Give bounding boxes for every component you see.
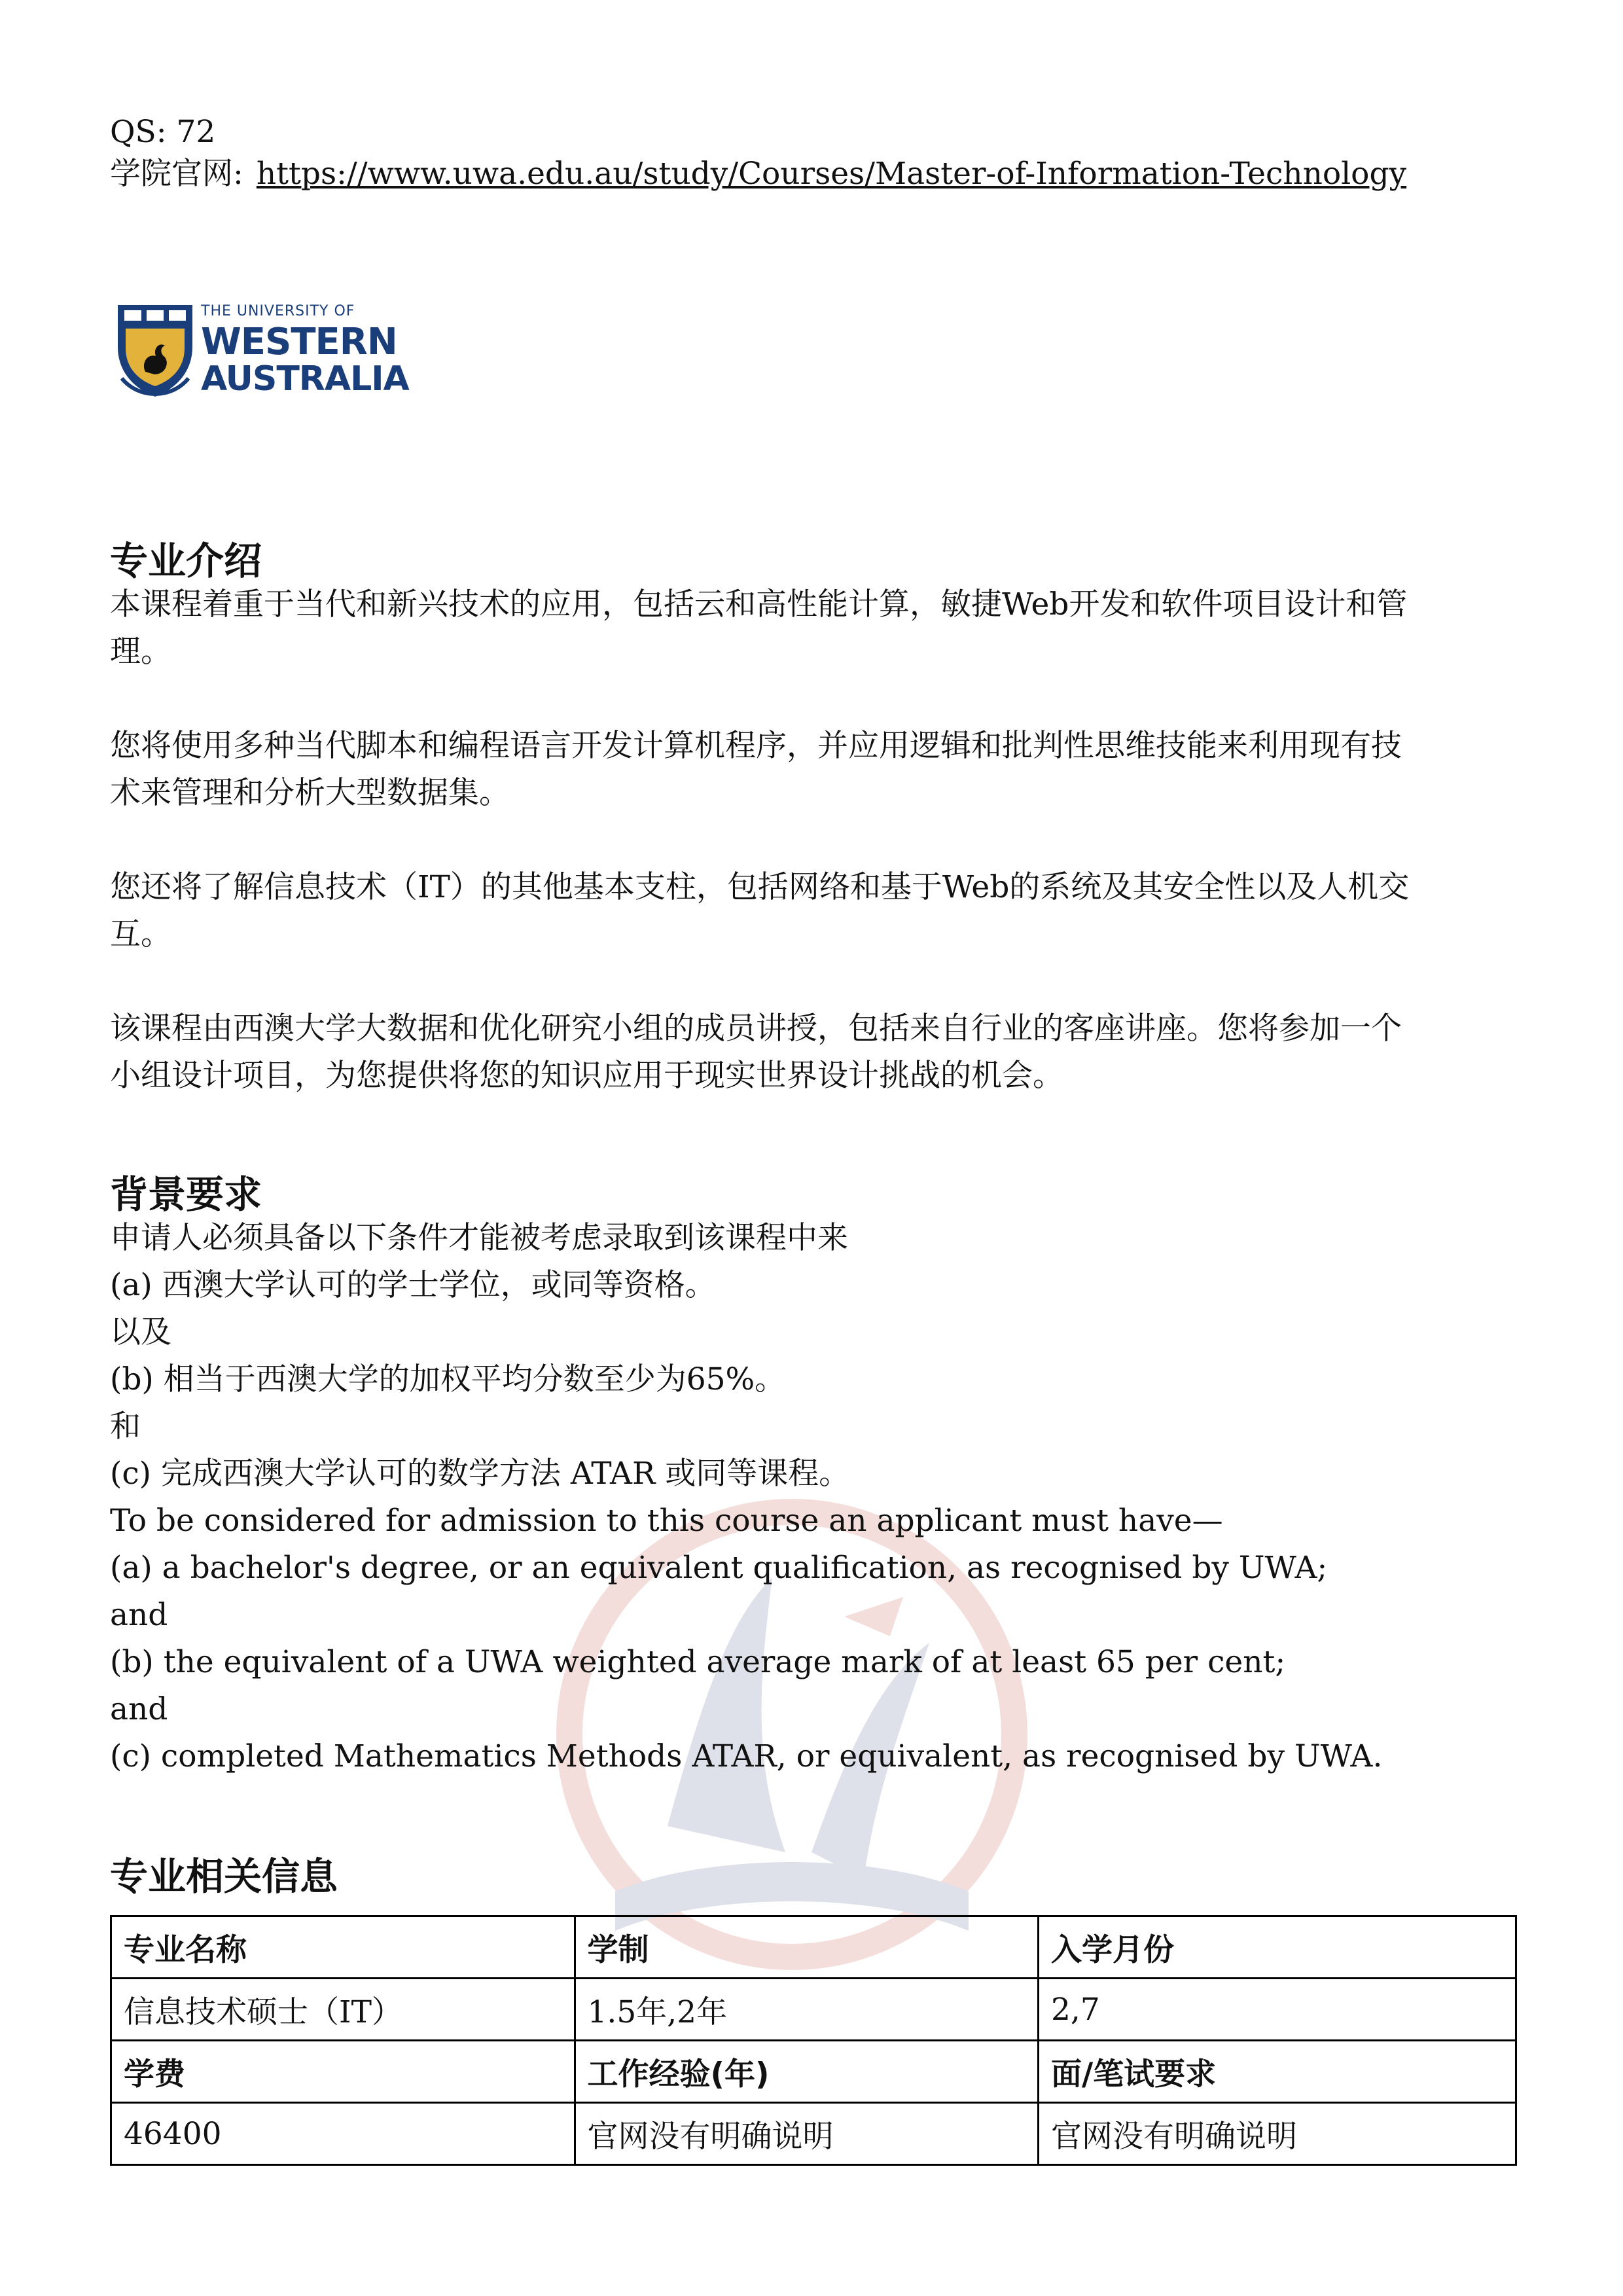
official-site-label: 学院官网: [110, 156, 243, 192]
requirements-heading: 背景要求 [110, 1172, 262, 1217]
table-cell: 信息技术硕士（IT） [111, 1979, 575, 2041]
table-cell: 官网没有明确说明 [575, 2103, 1039, 2165]
intro-paragraph-4 [110, 1005, 1517, 1100]
requirement-line: (c) 完成西澳大学认可的数学方法 ATAR 或同等课程。 [110, 1456, 850, 1492]
table-row [111, 1916, 1516, 1979]
official-site-link[interactable]: https://www.uwa.edu.au/study/Courses/Master-of-Information-Technology [256, 156, 1407, 192]
requirement-line: 以及 [110, 1314, 171, 1350]
table-cell: 46400 [111, 2103, 575, 2165]
requirement-line: (b) the equivalent of a UWA weighted average mark of at least 65 per cent; [110, 1644, 1286, 1680]
uwa-crest-icon [113, 301, 198, 399]
requirement-line: 和 [110, 1408, 141, 1444]
requirement-line: (c) completed Mathematics Methods ATAR, or equivalent, as recognised by UWA. [110, 1738, 1383, 1774]
table-header-cell: 工作经验(年) [575, 2041, 1039, 2103]
requirement-line: (a) 西澳大学认可的学士学位，或同等资格。 [110, 1267, 716, 1303]
intro-paragraph-2-line-2: 术来管理和分析大型数据集。 [110, 775, 510, 811]
requirement-line: (a) a bachelor's degree, or an equivalent qualification, as recognised by UWA; [110, 1550, 1328, 1586]
intro-paragraph-4-line-2: 小组设计项目，为您提供将您的知识应用于现实世界设计挑战的机会。 [110, 1058, 1063, 1094]
intro-paragraph-2 [110, 723, 1517, 817]
official-site-line [110, 153, 1517, 195]
uwa-wordmark-line3: AUSTRALIA [201, 359, 409, 399]
requirement-line: 申请人必须具备以下条件才能被考虑录取到该课程中来 [110, 1220, 848, 1256]
requirement-line: (b) 相当于西澳大学的加权平均分数至少为65%。 [110, 1361, 786, 1397]
table-row [111, 2103, 1516, 2165]
intro-paragraph-1-line-1: 本课程着重于当代和新兴技术的应用，包括云和高性能计算，敏捷Web开发和软件项目设计和管 [110, 586, 1408, 622]
qs-ranking: QS: 72 [110, 114, 216, 150]
requirement-line: and [110, 1597, 168, 1633]
intro-paragraph-4-line-1: 该课程由西澳大学大数据和优化研究小组的成员讲授，包括来自行业的客座讲座。您将参加一个 [110, 1011, 1402, 1047]
intro-paragraph-3 [110, 864, 1517, 958]
table-row [111, 1979, 1516, 2041]
table-cell: 2,7 [1039, 1979, 1516, 2041]
intro-heading: 专业介绍 [110, 539, 262, 583]
requirement-line: To be considered for admission to this course an applicant must have— [110, 1503, 1223, 1539]
table-header-cell: 专业名称 [111, 1916, 575, 1979]
uwa-wordmark-line2: WESTERN [201, 321, 397, 363]
intro-body [110, 581, 1517, 1100]
intro-paragraph-1-line-2: 理。 [110, 634, 171, 670]
table-cell: 官网没有明确说明 [1039, 2103, 1516, 2165]
intro-paragraph-3-line-1: 您还将了解信息技术（IT）的其他基本支柱，包括网络和基于Web的系统及其安全性以及人机交 [110, 869, 1410, 905]
meta-block [110, 111, 1517, 195]
table-header-cell: 学费 [111, 2041, 575, 2103]
uwa-wordmark-line1: THE UNIVERSITY OF [201, 303, 355, 319]
requirement-line: and [110, 1691, 168, 1727]
intro-paragraph-2-line-1: 您将使用多种当代脚本和编程语言开发计算机程序，并应用逻辑和批判性思维技能来利用现有技 [110, 728, 1402, 764]
program-info-table [110, 1915, 1517, 2166]
info-heading: 专业相关信息 [110, 1854, 338, 1899]
table-header-cell: 入学月份 [1039, 1916, 1516, 1979]
uwa-logo [113, 254, 409, 457]
intro-paragraph-3-line-2: 互。 [110, 916, 171, 952]
uwa-wordmark [201, 303, 409, 399]
intro-paragraph-1 [110, 581, 1517, 675]
table-row [111, 2041, 1516, 2103]
table-header-cell: 学制 [575, 1916, 1039, 1979]
table-cell: 1.5年,2年 [575, 1979, 1039, 2041]
requirements-body [110, 1215, 1517, 1780]
table-header-cell: 面/笔试要求 [1039, 2041, 1516, 2103]
